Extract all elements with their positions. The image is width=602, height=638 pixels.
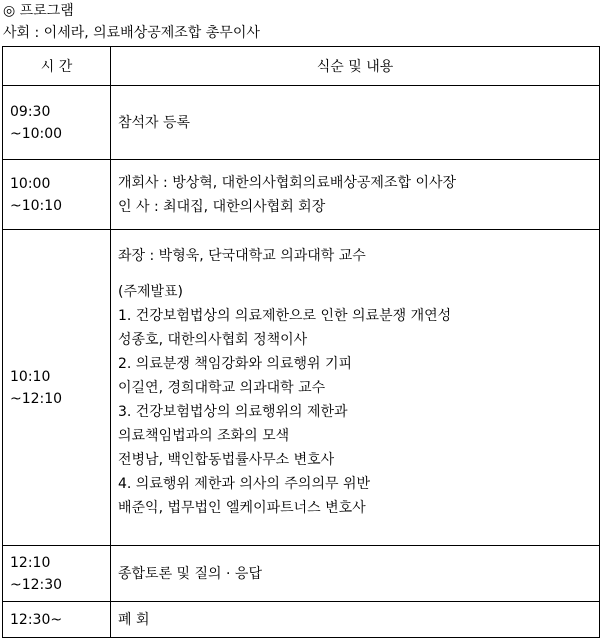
content-line: (주제발표) xyxy=(118,284,184,300)
table-row xyxy=(3,602,600,638)
content-line: 의료책임법과의 조화의 모색 xyxy=(118,428,290,444)
content-cell xyxy=(111,86,600,160)
content-cell xyxy=(111,230,600,546)
table-row xyxy=(3,230,600,546)
content-cell xyxy=(111,546,600,602)
content-line: 성종호, 대한의사협회 정책이사 xyxy=(118,332,308,348)
content-line: 배준익, 법무법인 엘케이파트너스 변호사 xyxy=(118,500,366,516)
time-start: 12:10 xyxy=(10,554,51,571)
content-line: 참석자 등록 xyxy=(118,114,191,131)
content-cell xyxy=(111,602,600,638)
time-cell xyxy=(3,546,111,602)
time-cell xyxy=(3,160,111,230)
table-row xyxy=(3,160,600,230)
content-line: 이길연, 경희대학교 의과대학 교수 xyxy=(118,380,326,396)
time-start: 12:30~ xyxy=(10,611,63,628)
section-heading xyxy=(3,2,74,20)
content-line: 개회사 : 방상혁, 대한의사협회의료배상공제조합 이사장 xyxy=(118,174,457,191)
content-line: 폐 회 xyxy=(118,611,150,628)
time-cell xyxy=(3,230,111,546)
table-header-row xyxy=(3,47,600,86)
content-line: 2. 의료분쟁 책임강화와 의료행위 기피 xyxy=(118,356,353,372)
content-line: 인 사 : 최대집, 대한의사협회 회장 xyxy=(118,198,326,215)
time-start: 10:00 xyxy=(10,175,51,192)
time-start: 10:10 xyxy=(10,368,51,385)
content-line: 4. 의료행위 제한과 의사의 주의의무 위반 xyxy=(118,476,370,492)
time-cell xyxy=(3,86,111,160)
program-table xyxy=(2,46,600,638)
content-line: 1. 건강보험법상의 의료제한으로 인한 의료분쟁 개연성 xyxy=(118,308,452,324)
time-end: ~10:10 xyxy=(10,197,63,214)
header-content: 식순 및 내용 xyxy=(111,47,600,86)
chair-line: 좌장 : 박형욱, 단국대학교 의과대학 교수 xyxy=(118,248,366,264)
time-end: ~10:00 xyxy=(10,125,63,142)
time-start: 09:30 xyxy=(10,103,51,120)
header-time: 시 간 xyxy=(3,47,111,86)
table-row xyxy=(3,86,600,160)
time-end: ~12:30 xyxy=(10,576,63,593)
table-row xyxy=(3,546,600,602)
time-cell xyxy=(3,602,111,638)
content-line: 전병남, 백인합동법률사무소 변호사 xyxy=(118,452,335,468)
emcee-line: 사회 : 이세라, 의료배상공제조합 총무이사 xyxy=(3,25,260,41)
content-line: 종합토론 및 질의 · 응답 xyxy=(118,565,262,582)
time-end: ~12:10 xyxy=(10,390,63,407)
content-cell xyxy=(111,160,600,230)
blank-line xyxy=(118,268,599,280)
content-line: 3. 건강보험법상의 의료행위의 제한과 xyxy=(118,404,348,420)
heading-text: ◎ 프로그램 xyxy=(3,3,74,19)
